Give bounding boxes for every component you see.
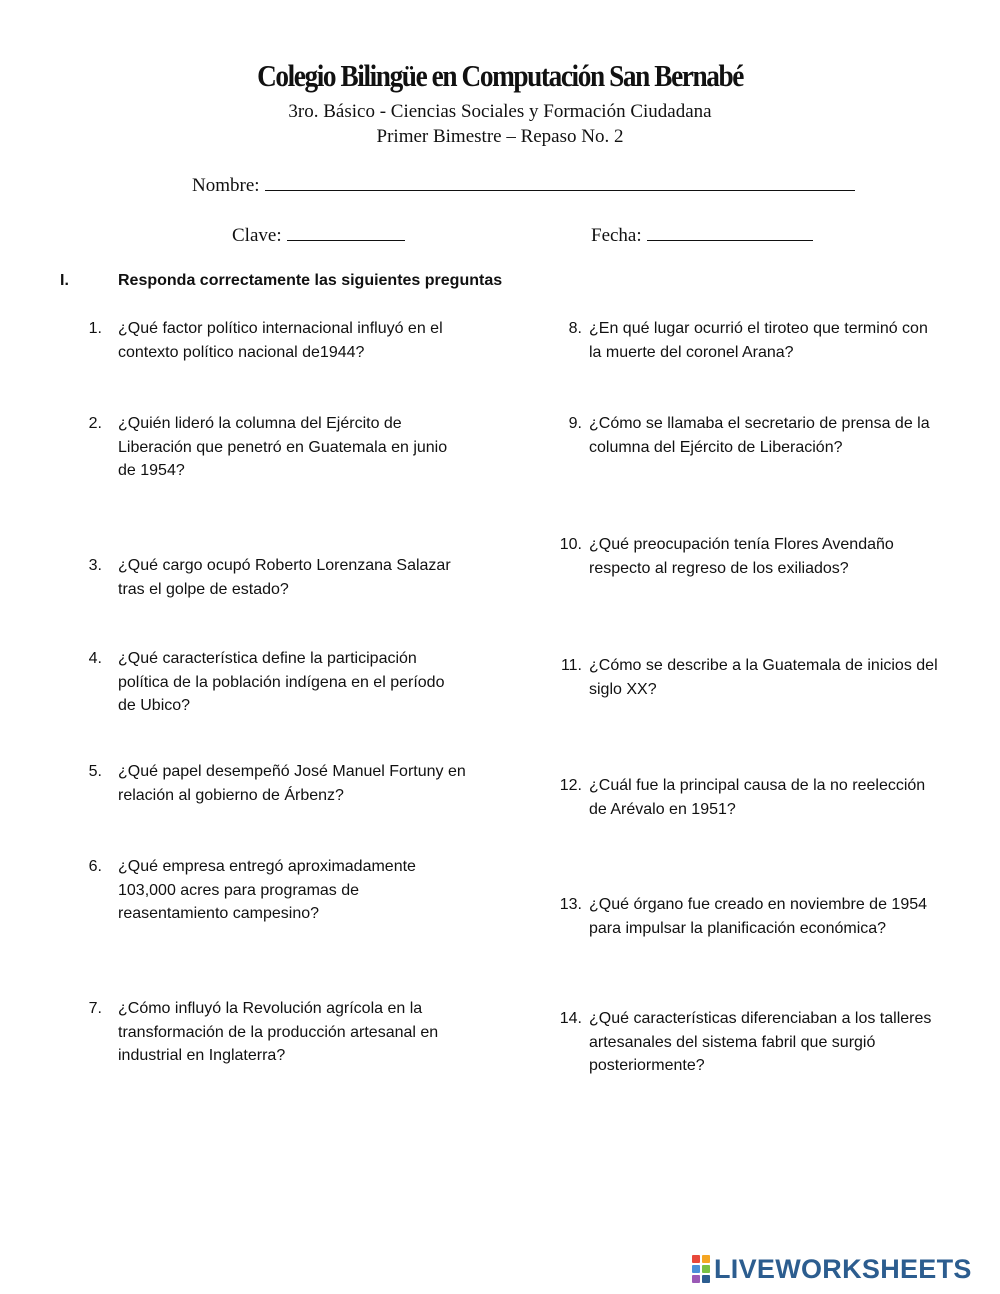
name-label: Nombre: — [192, 175, 260, 196]
question-number: 12. — [559, 777, 582, 794]
question-text-line: contexto político nacional de1944? — [118, 343, 365, 361]
question-text-line: ¿Quién lideró la columna del Ejército de — [118, 415, 402, 432]
logo-block — [702, 1265, 710, 1273]
question-number: 11. — [560, 657, 582, 674]
question-text-line: de Ubico? — [118, 697, 191, 714]
question-number: 13. — [559, 896, 582, 913]
question-text-line: ¿Qué característica define la participación — [118, 650, 417, 667]
question-text-line: columna del Ejército de Liberación? — [589, 438, 843, 456]
footer-brand — [692, 1254, 972, 1284]
question-number: 9. — [568, 415, 582, 432]
clave-input-line[interactable] — [287, 224, 405, 241]
fecha-field[interactable] — [591, 224, 813, 247]
name-field[interactable] — [192, 174, 855, 197]
question-number: 5. — [88, 763, 102, 780]
question-text-line: siglo XX? — [589, 680, 657, 698]
question-text-line: de 1954? — [118, 462, 185, 479]
question-text-line: ¿Cuál fue la principal causa de la no reelección — [589, 777, 926, 794]
question-text-line: ¿Qué preocupación tenía Flores Avendaño — [589, 536, 894, 553]
section-number: I. — [60, 272, 69, 289]
question-number: 10. — [559, 536, 582, 553]
logo-block — [692, 1275, 700, 1283]
name-input-line[interactable] — [265, 174, 855, 191]
question-number: 7. — [88, 1000, 102, 1017]
logo-block — [692, 1255, 700, 1263]
liveworksheets-logo-icon — [692, 1255, 710, 1283]
question-number: 14. — [559, 1010, 582, 1027]
school-name: Colegio Bilingüe en Computación San Bernabé — [257, 58, 743, 93]
question-text-line: artesanales del sistema fabril que surgió — [589, 1033, 876, 1051]
question-text-line: ¿Cómo se llamaba el secretario de prensa de la — [589, 415, 930, 432]
question-number: 2. — [88, 415, 102, 432]
question-text-line: relación al gobierno de Árbenz? — [118, 786, 344, 804]
question-text-line: para impulsar la planificación económica? — [589, 919, 887, 937]
question-text-line: 103,000 acres para programas de — [118, 881, 360, 899]
clave-field[interactable] — [232, 224, 405, 247]
question-text-line: ¿Qué cargo ocupó Roberto Lorenzana Salazar — [118, 557, 451, 574]
question-text-line: reasentamiento campesino? — [118, 905, 320, 922]
course-subtitle: 3ro. Básico - Ciencias Sociales y Formación Ciudadana — [288, 101, 712, 122]
question-text-line: ¿Qué características diferenciaban a los talleres — [589, 1010, 932, 1027]
question-text-line: ¿Qué órgano fue creado en noviembre de 1954 — [589, 896, 928, 913]
period-subtitle: Primer Bimestre – Repaso No. 2 — [376, 126, 624, 147]
fecha-label: Fecha: — [591, 225, 642, 246]
question-number: 6. — [88, 858, 102, 875]
question-text-line: ¿Cómo influyó la Revolución agrícola en la — [118, 1000, 423, 1017]
question-text-line: la muerte del coronel Arana? — [589, 343, 794, 361]
fecha-input-line[interactable] — [647, 224, 813, 241]
question-text-line: de Arévalo en 1951? — [589, 800, 736, 818]
question-text-line: posteriormente? — [589, 1057, 705, 1074]
question-text-line: industrial en Inglaterra? — [118, 1047, 286, 1064]
question-text-line: ¿En qué lugar ocurrió el tiroteo que terminó con — [589, 320, 928, 337]
logo-block — [702, 1275, 710, 1283]
question-text-line: ¿Cómo se describe a la Guatemala de inicios del — [589, 657, 938, 674]
question-number: 8. — [568, 320, 582, 337]
question-text-line: respecto al regreso de los exiliados? — [589, 559, 849, 577]
brand-name: LIVEWORKSHEETS — [714, 1253, 972, 1284]
clave-label: Clave: — [232, 225, 282, 246]
question-text-line: política de la población indígena en el período — [118, 673, 445, 691]
question-text-line: tras el golpe de estado? — [118, 580, 289, 598]
question-text-line: Liberación que penetró en Guatemala en junio — [118, 438, 448, 456]
question-number: 3. — [88, 557, 102, 574]
question-number: 1. — [88, 320, 102, 337]
question-text-line: transformación de la producción artesanal en — [118, 1023, 439, 1041]
question-text-line: ¿Qué papel desempeñó José Manuel Fortuny en — [118, 763, 466, 780]
section-title: Responda correctamente las siguientes preguntas — [118, 272, 503, 289]
logo-block — [702, 1255, 710, 1263]
question-text-line: ¿Qué empresa entregó aproximadamente — [118, 858, 416, 875]
logo-block — [692, 1265, 700, 1273]
question-text-line: ¿Qué factor político internacional influyó en el — [118, 320, 443, 337]
question-number: 4. — [88, 650, 102, 667]
